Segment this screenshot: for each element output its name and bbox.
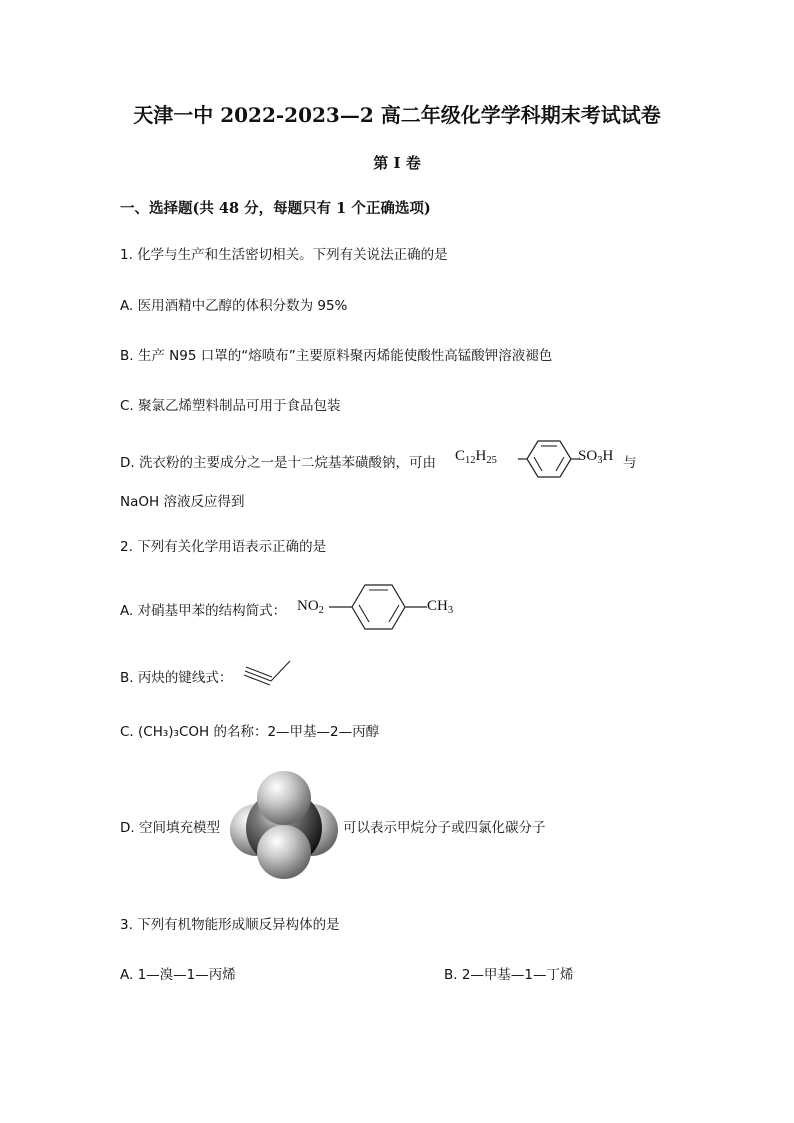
exam-title: 天津一中 2022-2023—2 高二年级化学学科期末考试试卷 — [133, 103, 661, 127]
q2-option-b-label: B. 丙炔的键线式： — [120, 670, 233, 686]
q1-option-d-text: D. 洗衣粉的主要成分之一是十二烷基苯磺酸钠，可由 — [120, 455, 436, 471]
q2-option-d-tail: 可以表示甲烷分子或四氯化碳分子 — [343, 820, 546, 836]
q2-option-a-label: A. 对硝基甲苯的结构简式： — [120, 603, 287, 619]
q1-option-d-and: 与 — [623, 455, 637, 471]
q1-d-benzene-ring — [500, 433, 590, 483]
q2-b-propyne-skeletal — [240, 657, 295, 689]
methane-space-filling-model — [228, 768, 340, 880]
q1-option-c: C. 聚氯乙烯塑料制品可用于食品包装 — [120, 398, 341, 414]
q3-stem: 3. 下列有机物能形成顺反异构体的是 — [120, 917, 340, 933]
q2-option-d-label: D. 空间填充模型 — [120, 820, 220, 836]
q2-a-methyl-group: $CH_3$ — [427, 598, 454, 616]
volume-label: 第 I 卷 — [373, 154, 421, 172]
q2-a-nitro-group: $NO_2$ — [297, 598, 324, 616]
q2-stem: 2. 下列有关化学用语表示正确的是 — [120, 539, 327, 555]
q1-d-dodecyl-group: $C_{12}H_{25}$ — [455, 448, 497, 466]
q1-option-b: B. 生产 N95 口罩的“熔喷布”主要原料聚丙烯能使酸性高锰酸钾溶液褪色 — [120, 348, 553, 364]
q1-stem: 1. 化学与生产和生活密切相关。下列有关说法正确的是 — [120, 247, 448, 263]
q2-a-benzene-ring — [325, 578, 435, 636]
q3-option-b: B. 2—甲基—1—丁烯 — [444, 967, 574, 983]
q2-option-c: C. (CH₃)₃COH 的名称：2—甲基—2—丙醇 — [120, 724, 380, 740]
q3-option-a: A. 1—溴—1—丙烯 — [120, 967, 236, 983]
section-title: 一、选择题(共 48 分，每题只有 1 个正确选项) — [120, 200, 431, 217]
q1-option-d-tail: NaOH 溶液反应得到 — [120, 494, 245, 510]
q1-option-a: A. 医用酒精中乙醇的体积分数为 95% — [120, 298, 348, 314]
q1-d-sulfonic-group: $SO_3H$ — [578, 448, 614, 466]
